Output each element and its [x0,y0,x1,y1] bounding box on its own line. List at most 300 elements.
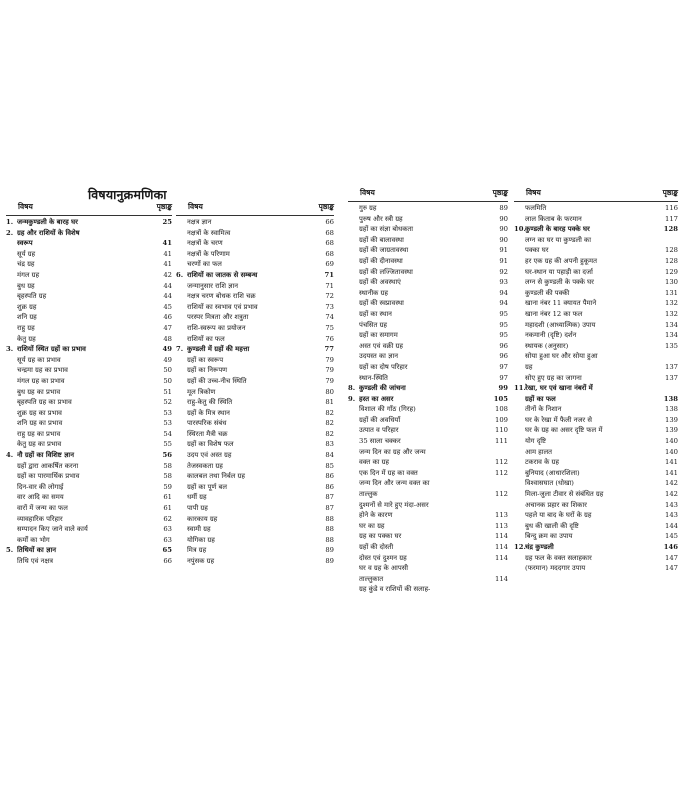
page-number: 58 [163,472,172,481]
toc-entry [514,341,678,352]
page-number: 56 [162,451,172,460]
page-number: 92 [499,267,508,276]
toc-entry [348,478,508,489]
page-number: 139 [665,426,678,435]
entry-title: वक्त का ग्रह [359,458,390,467]
toc-entry [348,362,508,373]
entry-title: कुण्डली के बारह पक्के घर [525,225,590,234]
toc-entry [348,203,508,214]
page-number: 58 [163,461,172,470]
entry-title: जन्म दिन और जन्म वक्त का [359,479,430,488]
toc-entry [514,298,678,309]
toc-entry [6,259,172,270]
toc-entry [176,281,334,292]
entry-title: ग्रहों की लज्जितावस्था [359,267,413,276]
toc-entry [6,291,172,302]
page-number: 89 [499,204,508,212]
entry-title: कारकाय ग्रह [187,514,218,523]
entry-title: बृहस्पति ग्रह का प्रभाव [17,398,72,407]
toc-entry [348,256,508,267]
toc-entry [6,418,172,429]
entry-title: धर्मी ग्रह [187,493,207,502]
page-number: 147 [665,553,678,562]
entry-title: कुण्डली की जांचना [359,384,406,393]
page-number: 143 [665,511,678,520]
page-number: 114 [495,543,508,551]
entry-title: मंगल ग्रह [17,270,40,279]
entry-title: बुनियाद (आधारशिला) [525,468,580,477]
page-number: 96 [499,352,508,361]
entry-title: घर व ग्रह के आपसी [359,564,409,573]
page-number: 62 [163,514,172,523]
page-number: 117 [665,214,678,223]
toc-entry [514,235,678,246]
entry-title: शुक्र ग्रह का प्रभाव [17,408,62,417]
entry-title: ग्रह [525,362,533,371]
toc-entry [6,450,172,461]
toc-entry [348,553,508,564]
page-number: 47 [163,323,172,332]
entry-title: ग्रहों का पारमार्थिक प्रभाव [17,472,80,481]
toc-entry [6,429,172,440]
entry-title: राहु ग्रह [17,323,35,332]
toc-entry [514,330,678,341]
entry-title: ग्रहों के मित्र स्थान [187,408,230,417]
toc-column-left-1 [6,200,172,567]
toc-entry [176,418,334,429]
chapter-number: 1. [6,218,14,226]
toc-entry [176,323,334,334]
toc-entry [514,457,678,468]
page-number: 110 [495,426,508,435]
page-title: विषयानुक्रमणिका [88,187,167,202]
page-number: 97 [499,373,508,382]
toc-entry [176,461,334,472]
toc-entry [348,298,508,309]
toc-entry [176,291,334,302]
page-number: 81 [325,398,334,407]
column-header-subject: विषय [18,202,33,211]
entry-title: नक्षत्रों के चरण [187,239,223,248]
entry-title: तिथियों का ज्ञान [17,546,57,555]
toc-entry [348,320,508,331]
toc-entry [514,436,678,447]
toc-entry [514,531,678,542]
page-number: 89 [325,546,334,555]
entry-title: ग्रहों का स्थान [359,309,392,318]
page-number: 48 [163,334,172,343]
entry-title: स्थान-स्थिति [359,373,388,382]
column-header [176,200,334,216]
toc-entry [514,394,678,405]
page-number: 105 [493,394,508,403]
page-number: 90 [499,225,508,234]
page-number: 68 [325,239,334,248]
entry-title: नकमानी (दृष्टि) दर्शन [525,331,577,340]
toc-entry [176,450,334,461]
entry-title: मिला-जुला टीवार से संबंधित ग्रह [525,490,604,499]
entry-title: उदय एवं अस्त ग्रह [187,451,232,460]
column-header-page: पृष्ठाङ्क [318,202,334,211]
page-number: 84 [325,451,334,460]
toc-entry [6,503,172,514]
page-number: 112 [495,468,508,477]
page-number: 134 [665,331,678,340]
page-number: 90 [499,214,508,223]
entry-title: सोया हुआ घर और सोया हुआ [525,352,598,361]
toc-entry [514,245,678,256]
entry-title: कर्मों का भोग [17,535,50,544]
entry-title: ताल्लुक [359,490,378,499]
entry-title: मंगल ग्रह का प्रभाव [17,376,65,385]
entry-title: खाना नंबर 12 का फल [525,309,583,318]
entry-title: टकराव के ग्रह [525,458,559,467]
toc-entry [348,224,508,235]
page-number: 44 [163,281,172,290]
entry-title: घर-स्थान या पहाड़ी का दर्जा [525,267,593,276]
column-header [6,200,172,216]
toc-entry [514,267,678,278]
entry-title: (फरमान) मददगार उपाय [525,564,586,573]
toc-entry [348,447,508,458]
page-number: 142 [665,479,678,488]
toc-entry [348,309,508,320]
entry-title: ग्रह और राशियों के विशेष [17,228,80,237]
page-number: 144 [665,521,678,530]
toc-entry [348,584,508,595]
page-number: 65 [162,546,172,555]
page-number: 50 [163,366,172,375]
entry-title: सम्पादन किए जाने वाले कार्य [17,525,88,534]
page-number: 132 [665,309,678,318]
entry-title: चरणों का फल [187,260,222,269]
toc-entry [176,334,334,345]
entry-title: सूर्य ग्रह [17,249,36,258]
entry-title: ताल्लुकात [359,574,384,583]
page-gutter [341,190,345,610]
chapter-number: 4. [6,451,14,460]
toc-entry [176,228,334,239]
entry-title: घर के रेखा में फैली नजर से [525,415,592,424]
entry-title: ग्रहों की दीनावस्था [359,256,403,265]
toc-entry [514,203,678,214]
toc-entry [6,535,172,546]
toc-entry [6,492,172,503]
entry-title: ग्रहों द्वारा आकर्षित करना [17,461,79,470]
column-header [514,186,678,202]
chapter-number: 7. [176,345,184,354]
entry-title: केतु ग्रह [17,334,36,343]
entry-title: होने के कारण [359,511,393,520]
entry-title: ग्रहों की अवधियाँ [359,415,401,424]
entry-title: अस्त एवं वक्री ग्रह [359,341,403,350]
page-number: 41 [162,239,172,248]
page-number: 45 [163,302,172,311]
toc-entry [6,439,172,450]
toc-entry [348,489,508,500]
page-number: 86 [325,472,334,481]
toc-entry [6,344,172,355]
page-number: 51 [163,387,172,396]
entry-title: शनि ग्रह [17,313,37,322]
entry-title: स्थिरता मैत्री चक्र [187,429,228,438]
toc-entry [514,362,678,373]
entry-title: नक्षत्रों के स्वामित्व [187,228,231,237]
toc-entry [348,563,508,574]
toc-entry [514,404,678,415]
toc-entry [176,259,334,270]
toc-entry [176,492,334,503]
page-number: 112 [495,458,508,467]
page-number: 68 [325,228,334,237]
entry-title: लाल किताब के फरमान [525,214,582,223]
page-number: 61 [163,504,172,513]
page-number: 46 [163,313,172,322]
toc-entry [6,514,172,525]
entry-title: योगिका ग्रह [187,535,215,544]
toc-entry [514,214,678,225]
page-number: 135 [665,341,678,350]
toc-column-left-2 [176,200,334,567]
entry-title: जन्म दिन का ग्रह और जन्म [359,447,426,456]
entry-title: नक्षत्र ज्ञान [187,218,212,226]
toc-entry [348,351,508,362]
toc-entry [176,365,334,376]
entry-title: तेजस्वकता ग्रह [187,461,223,470]
page-number: 146 [663,543,678,551]
toc-entry [348,267,508,278]
page-number: 111 [495,437,508,446]
page-number: 114 [495,553,508,562]
entry-title: ग्रहों की बालावस्था [359,235,404,244]
page-number: 49 [163,355,172,364]
page-number: 137 [665,373,678,382]
entry-title: जन्मानुसार राशि ज्ञान [187,281,239,290]
toc-entry [348,510,508,521]
toc-entry [6,355,172,366]
page-number: 86 [325,482,334,491]
entry-title: ग्रहों की जाग्रतावस्था [359,246,409,255]
entry-title: फलमिति [525,204,547,212]
page-number: 49 [162,345,172,354]
page-number: 138 [663,394,678,403]
page-number: 77 [324,345,334,354]
page-number: 113 [495,511,508,520]
toc-entry [514,277,678,288]
toc-entry [6,228,172,239]
entry-title: चन्द्रमा ग्रह का प्रभाव [17,366,68,375]
entry-title: ग्रहों का संज्ञा बोधकता [359,225,414,234]
toc-entry [348,521,508,532]
page-number: 137 [665,362,678,371]
toc-entry [348,542,508,553]
entry-title: स्थायक (अनुसार) [525,341,569,350]
chapter-number: 11. [514,384,526,393]
toc-entry [6,281,172,292]
toc-entry [348,330,508,341]
entry-title: राहु-केतु की स्थिति [187,398,233,407]
toc-column-right-1 [348,186,508,595]
toc-entry [348,500,508,511]
entry-title: उदयस्त का ज्ञान [359,352,398,361]
page-number: 71 [325,281,334,290]
toc-entry [176,387,334,398]
entry-title: सूर्य ग्रह का प्रभाव [17,355,61,364]
entry-title: सोए हुए ग्रह का जागना [525,373,582,382]
column-header [348,186,508,202]
entry-title: नपुंसक ग्रह [187,557,215,565]
page-number: 140 [665,447,678,456]
page-number: 88 [325,535,334,544]
entry-title: ग्रह का पक्का घर [359,532,402,541]
page-number: 82 [325,419,334,428]
page-number: 52 [163,398,172,407]
toc-entry [6,302,172,313]
entry-title: हस्त का असर [359,394,394,403]
entry-title: कुण्डली में ग्रहों की महत्ता [187,345,250,354]
entry-title: एक दिन में ग्रह का वक्त [359,468,418,477]
entry-title: नक्षत्रों के परिणाम [187,249,230,258]
toc-entry [176,514,334,525]
page-number: 83 [325,440,334,449]
entry-title: दोस्त एवं दुश्मन ग्रह [359,553,407,562]
entry-title: ग्रह फल के वक्त सलाहकार [525,553,592,562]
toc-entry [514,288,678,299]
toc-entry [176,556,334,567]
entry-title: ग्रहों का समागम [359,331,398,340]
page-number: 72 [325,292,334,301]
toc-entry [176,344,334,355]
page-number: 95 [499,331,508,340]
entry-title: केतु ग्रह का प्रभाव [17,440,62,449]
entry-title: राशियों का जातक से सम्बन्ध [187,270,258,279]
page-number: 87 [325,504,334,513]
page-number: 66 [163,557,172,565]
page-number: 50 [163,376,172,385]
toc-entry [348,468,508,479]
entry-title: तिथि एवं नक्षत्र [17,557,53,565]
page-number: 73 [325,302,334,311]
page-number: 93 [499,278,508,287]
entry-title: ग्रहों का फल [525,394,556,403]
toc-entry [348,214,508,225]
toc-column-right-2 [514,186,678,574]
entry-title: व्यावहारिक परिहार [17,514,63,523]
entry-title: मूल त्रिकोण [187,387,216,396]
toc-entry [514,447,678,458]
toc-entry [176,270,334,281]
page-number: 128 [665,246,678,255]
page-number: 76 [325,334,334,343]
page-number: 74 [325,313,334,322]
entry-title: घर के ग्रह का असर दृष्टि फल में [525,426,603,435]
toc-entry [348,341,508,352]
entry-title: हर एक ग्रह की अपनी हुकूमत [525,256,597,265]
page-number: 90 [499,235,508,244]
entry-title: गुरु ग्रह [359,204,377,212]
page-number: 128 [663,225,678,234]
page-number: 82 [325,408,334,417]
page-number: 138 [665,405,678,414]
entry-title: दुश्मनों से मारे हुए मंदा-असर [359,500,429,509]
toc-entry [6,323,172,334]
page-number: 141 [665,458,678,467]
toc-entry [514,425,678,436]
page-number: 91 [499,246,508,255]
toc-entry [348,235,508,246]
entry-title: मित्र ग्रह [187,546,207,555]
toc-entry [514,521,678,532]
page-number: 82 [325,429,334,438]
entry-title: लग्न का घर या कुण्डली का [525,235,592,244]
toc-entry [514,256,678,267]
chapter-number: 10. [514,225,526,234]
page-number: 145 [665,532,678,541]
page-number: 59 [163,482,172,491]
page-number: 130 [665,278,678,287]
toc-entry [176,312,334,323]
entry-title: ग्रहों का स्वरूप [187,355,224,364]
entry-title: स्वामी ग्रह [187,525,211,534]
page-number: 88 [325,514,334,523]
toc-entry [176,471,334,482]
entry-title: लग्न से कुण्डली के पक्के घर [525,278,594,287]
entry-title: ग्रहों की उच्च-नीच स्थिति [187,376,247,385]
entry-title: ग्रहों का पूर्ण बल [187,482,227,491]
page-number: 96 [499,341,508,350]
toc-entry [176,355,334,366]
toc-entry [514,320,678,331]
entry-title: जन्मकुण्डली के बारह घर [17,218,78,226]
entry-title: आम हालत [525,447,553,456]
entry-title: विश्वासघात (धोखा) [525,479,574,488]
page-number: 44 [163,292,172,301]
page-number: 134 [665,320,678,329]
entry-title: पापी ग्रह [187,504,208,513]
toc-entry [514,510,678,521]
column-header-page: पृष्ठाङ्क [156,202,172,211]
entry-title: राशियों का फल [187,334,225,343]
entry-title: पहले या बाद के घरों के ग्रह [525,511,592,520]
entry-title: दिन-वार की लोगाई [17,482,64,491]
toc-entry [176,217,334,228]
toc-entry [514,553,678,564]
toc-entry [6,461,172,472]
page-number: 94 [499,288,508,297]
page-number: 89 [325,557,334,565]
toc-entry [176,238,334,249]
toc-entry [176,503,334,514]
toc-entry [6,238,172,249]
page-number: 53 [163,419,172,428]
toc-entry [514,415,678,426]
page-number: 128 [665,256,678,265]
toc-entry [176,249,334,260]
entry-title: शनि ग्रह का प्रभाव [17,419,63,428]
entry-title: विशाल की गाँठ (गिरह) [359,405,416,414]
page-number: 61 [163,493,172,502]
page-number: 112 [495,490,508,499]
toc-entry [176,376,334,387]
toc-entry [6,471,172,482]
page-number: 97 [499,362,508,371]
page-number: 142 [665,490,678,499]
entry-title: शुक्र ग्रह [17,302,37,311]
page-number: 95 [499,320,508,329]
entry-title: वार आदि का समय [17,493,64,502]
entry-title: बुध ग्रह का प्रभाव [17,387,61,396]
page-number: 63 [163,525,172,534]
